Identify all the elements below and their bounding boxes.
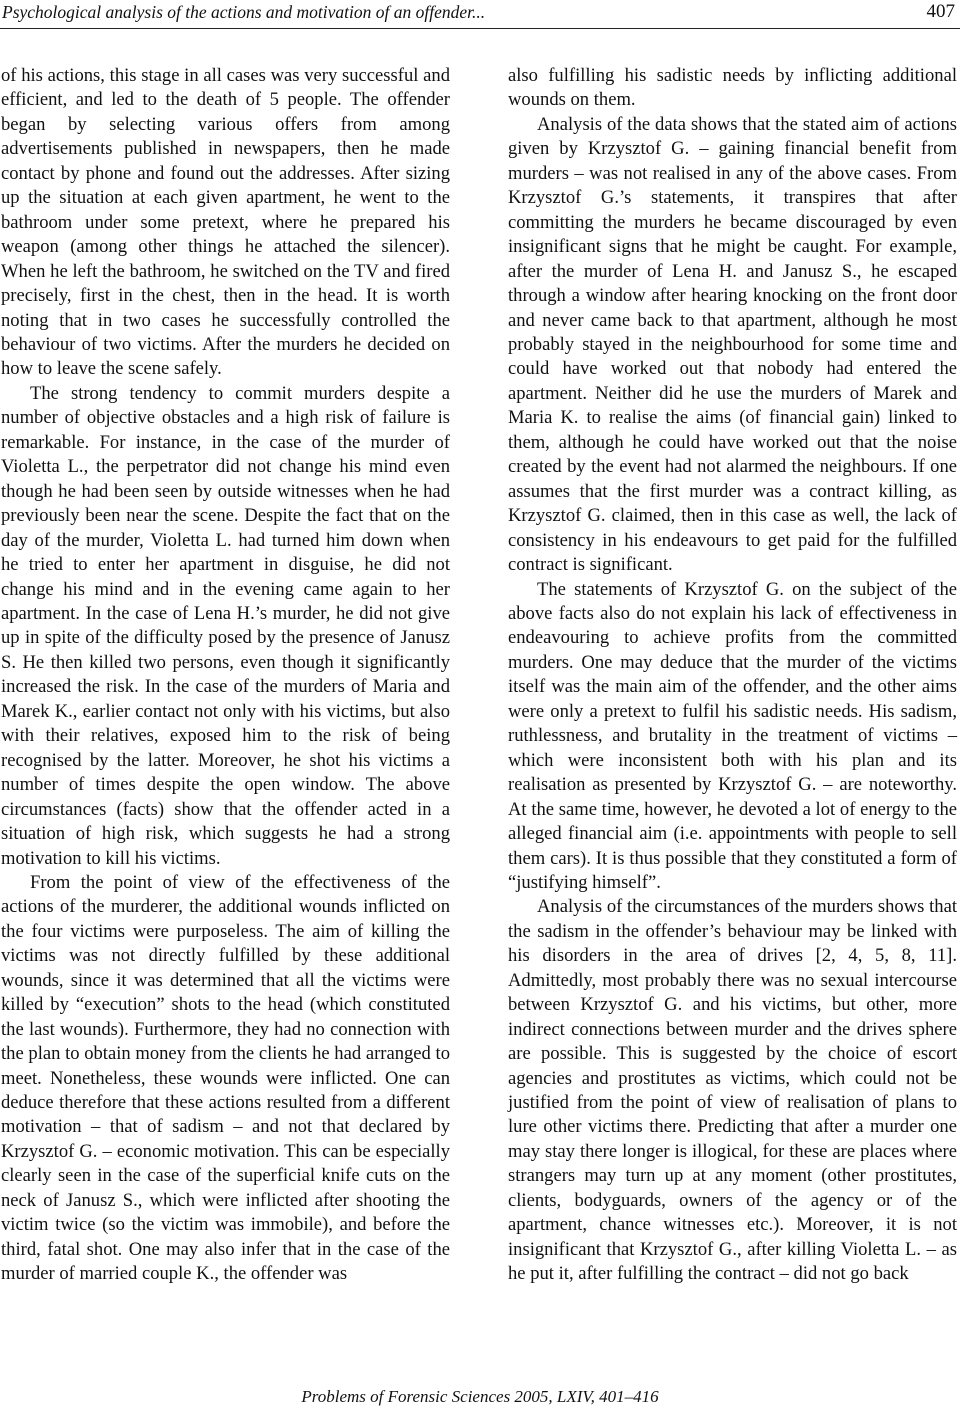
paragraph: The strong tendency to commit murders despite a number of objective obstacles and a high risk of failure is remarkable. For instance, in the case of the murder of Violetta L., the perpetrator did not change his mind even though he had been seen by outside witnesses when he had previously been near the scene. Despite the fact that on the day of the murder, Violetta L. had turned him down when he tried to enter her apartment in disguise, he did not change his mind and in the evening came again to her apartment. In the case of Lena H.’s murder, he did not give up in spite of the difficulty posed by the presence of Janusz S. He then killed two persons, even though it significantly increased the risk. In the case of the murders of Maria and Marek K., earlier contact not only with his victims, but also with their relatives, exposed him to the risk of being recognised by the latter. Moreover, he shot his victims a number of times despite the open window. The above circumstances (facts) show that the offender acted in a situation of high risk, which suggests he had a strong motivation to kill his victims. xyxy=(1,382,450,869)
right-column xyxy=(508,64,957,1287)
running-title: Psychological analysis of the actions and motivation of an offender... xyxy=(2,2,486,22)
header-rule xyxy=(0,28,960,29)
paragraph: The statements of Krzysztof G. on the subject of the above facts also do not explain his lack of effectiveness in endeavouring to achieve profits from the committed murders. One may deduce that the murder of the victims itself was the main aim of the offender, and the other aims were only a pretext to fulfil his sadistic needs. His sadism, ruthlessness, and brutality in the treatment of victims – which were inconsistent both with his plan and its realisation as presented by Krzysztof G. – are noteworthy. At the same time, however, he devoted a lot of energy to the alleged financial aim (i.e. appointments with people to sell them cars). It is thus possible that they constituted a form of “justifying himself”. xyxy=(508,578,957,893)
running-head xyxy=(2,0,955,24)
footer-citation: Problems of Forensic Sciences 2005, LXIV, 401–416 xyxy=(301,1387,659,1406)
paragraph: Analysis of the circumstances of the murders shows that the sadism in the offender’s behaviour may be linked with his disorders in the area of drives [2, 4, 5, 8, 11]. Admittedly, most probably there was no sexual intercourse between Krzysztof G. and his victims, but other, more indirect connections between murder and the drives sphere are possible. This is suggested by the choice of escort agencies and prostitutes as victims, which could not be justified from the point of view of realisation of plans to lure other victims there. Predicting that after a murder one may stay there longer is illogical, for these are places where strangers may turn up at any moment (other prostitutes, clients, bodyguards, owners of the agency or of the apartment, chance witnesses etc.). Moreover, it is not insignificant that Krzysztof G., after killing Violetta L. – as he put it, after fulfilling the contract – did not go back xyxy=(508,896,957,1285)
paragraph: also fulfilling his sadistic needs by inflicting additional wounds on them. xyxy=(508,65,957,111)
paragraph: From the point of view of the effectiveness of the actions of the murderer, the additional wounds inflicted on the four victims were purposeless. The aim of killing the victims was not directly fulfilled by these additional wounds, since it was determined that all the victims were killed by “execution” shots to the head (which constituted the last wounds). Furthermore, they had no connection with the plan to obtain money from the clients he had arranged to meet. Nonetheless, these wounds were inflicted. One can deduce therefore that these actions resulted from a different motivation – that of sadism – and not that declared by Krzysztof G. – economic motivation. This can be especially clearly seen in the case of the superficial knife cuts on the neck of Janusz S., which were inflicted after shooting the victim twice (so the victim was immobile), and before the third, fatal shot. One may also infer that in the case of the murder of married couple K., the offender was xyxy=(1,871,450,1285)
page-number: 407 xyxy=(926,1,955,22)
paragraph: Analysis of the data shows that the stated aim of actions given by Krzysztof G. – gaining financial benefit from murders – was not realised in any of the above cases. From Krzysztof G.’s statements, it transpires that after committing the murders he became discouraged by even insignificant signs that he might be caught. For example, after the murder of Lena H. and Janusz S., he escaped through a window after hearing knocking on the front door and never came back to that apartment, although he most probably stayed in the neighbourhood for some time and could have worked out that nobody had entered the apartment. Neither did he use the murders of Marek and Maria K. to realise the aims (of financial gain) linked to them, although he could have worked out that the noise created by the event had not alarmed the neighbours. If one assumes that the first murder was a contract killing, as Krzysztof G. claimed, then in this case as well, the lack of consistency in his endeavours to get paid for the fulfilled contract is significant. xyxy=(508,113,957,576)
left-column xyxy=(1,64,450,1287)
paragraph: of his actions, this stage in all cases was very successful and efficient, and led to the death of 5 people. The offender began by selecting various offers from among advertisements published in newspapers, then he made contact by phone and found out the addresses. After sizing up the situation at each given apartment, he went to the bathroom under some pretext, where he prepared his weapon (among other things he attached the silencer). When he left the bathroom, he switched on the TV and fired precisely, first in the chest, then in the head. It is worth noting that in two cases he successfully controlled the behaviour of two victims. After the murders he decided on how to leave the scene safely. xyxy=(1,65,450,380)
